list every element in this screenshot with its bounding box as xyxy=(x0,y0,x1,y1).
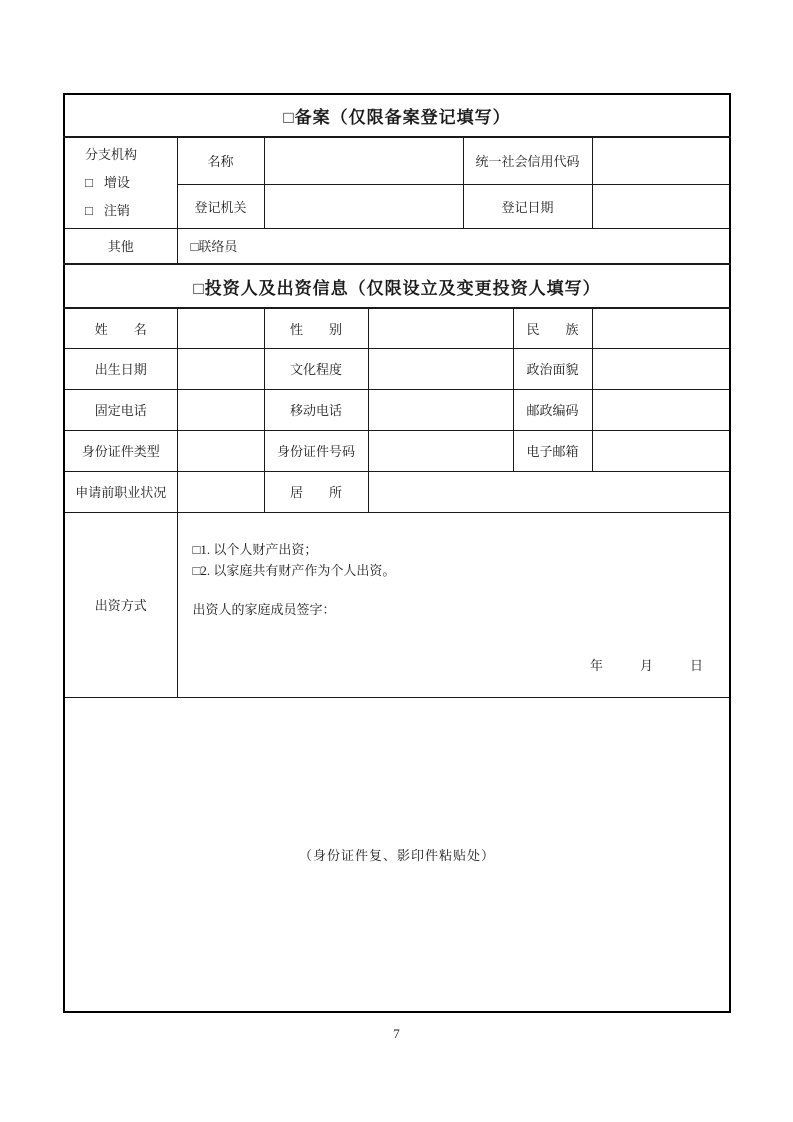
family-signature-label: 出资人的家庭成员签字： xyxy=(192,601,336,617)
credit-code-input-cell[interactable] xyxy=(592,137,730,184)
table-row xyxy=(64,389,730,430)
liaison-cell xyxy=(177,228,730,264)
branch-add-label: 增设 xyxy=(103,174,130,190)
other-label: 其他 xyxy=(64,228,177,264)
email-label: 电子邮箱 xyxy=(513,430,592,471)
investor-title-text: 投资人及出资信息（仅限设立及变更投资人填写） xyxy=(204,278,601,298)
postal-code-label: 邮政编码 xyxy=(513,389,592,430)
political-status-input-cell[interactable] xyxy=(592,348,730,389)
mobile-phone-label: 移动电话 xyxy=(264,389,368,430)
id-number-input-cell[interactable] xyxy=(368,430,513,471)
political-status-label: 政治面貌 xyxy=(513,348,592,389)
investor-checkbox[interactable]: □ xyxy=(193,278,205,298)
day-label: 日 xyxy=(690,657,704,673)
gender-input-cell[interactable] xyxy=(368,308,513,348)
gender-label: 性 别 xyxy=(264,308,368,348)
contribution-option1-label: 1. 以个人财产出资； xyxy=(200,541,318,557)
filing-title-text: 备案（仅限备案登记填写） xyxy=(294,108,511,127)
landline-input-cell[interactable] xyxy=(177,389,264,430)
registry-authority-label: 登记机关 xyxy=(177,184,264,228)
month-label: 月 xyxy=(640,657,654,673)
filing-section-title xyxy=(64,94,730,137)
ethnicity-label: 民 族 xyxy=(513,308,592,348)
mobile-phone-input-cell[interactable] xyxy=(368,389,513,430)
id-type-input-cell[interactable] xyxy=(177,430,264,471)
branch-add-checkbox[interactable]: □ xyxy=(85,174,93,190)
table-row xyxy=(64,348,730,389)
filing-checkbox[interactable]: □ xyxy=(283,108,295,127)
contribution-option2-checkbox[interactable]: □ xyxy=(192,562,201,578)
branch-org-cell xyxy=(64,137,177,228)
id-copy-paste-area: （身份证件复、影印件粘贴处） xyxy=(64,697,730,1012)
ethnicity-input-cell[interactable] xyxy=(592,308,730,348)
branch-org-label: 分支机构 xyxy=(85,146,138,162)
contribution-option2 xyxy=(193,560,706,581)
table-row xyxy=(64,308,730,348)
signature-date-line xyxy=(193,655,706,674)
table-row xyxy=(64,430,730,471)
branch-cancel-option xyxy=(85,197,177,225)
birth-date-label: 出生日期 xyxy=(64,348,177,389)
registration-date-label: 登记日期 xyxy=(463,184,592,228)
landline-label: 固定电话 xyxy=(64,389,177,430)
liaison-label: 联络员 xyxy=(198,239,238,255)
contribution-method-label: 出资方式 xyxy=(64,512,177,697)
table-row xyxy=(64,471,730,512)
contribution-option1 xyxy=(193,539,706,560)
registration-date-input-cell[interactable] xyxy=(592,184,730,228)
contribution-option2-label: 2. 以家庭共有财产作为个人出资。 xyxy=(200,562,396,578)
page-number: 7 xyxy=(393,1026,400,1041)
contribution-option1-checkbox[interactable]: □ xyxy=(192,541,201,557)
branch-cancel-label: 注销 xyxy=(103,202,130,218)
name-input-cell[interactable] xyxy=(177,308,264,348)
email-input-cell[interactable] xyxy=(592,430,730,471)
occupation-input-cell[interactable] xyxy=(177,471,264,512)
occupation-label: 申请前职业状况 xyxy=(64,471,177,512)
residence-input-cell[interactable] xyxy=(368,471,730,512)
education-label: 文化程度 xyxy=(264,348,368,389)
name-field-label: 姓 名 xyxy=(64,308,177,348)
postal-code-input-cell[interactable] xyxy=(592,389,730,430)
branch-cancel-checkbox[interactable]: □ xyxy=(85,202,93,218)
branch-name-label: 名称 xyxy=(177,137,264,184)
education-input-cell[interactable] xyxy=(368,348,513,389)
id-number-label: 身份证件号码 xyxy=(264,430,368,471)
investor-section-title xyxy=(64,264,730,308)
credit-code-label: 统一社会信用代码 xyxy=(463,137,592,184)
id-type-label: 身份证件类型 xyxy=(64,430,177,471)
branch-add-option xyxy=(85,169,177,197)
birth-date-input-cell[interactable] xyxy=(177,348,264,389)
registration-form-table xyxy=(63,93,731,1013)
registry-authority-input-cell[interactable] xyxy=(264,184,463,228)
year-label: 年 xyxy=(589,657,603,673)
contribution-method-cell xyxy=(177,512,730,697)
branch-name-input-cell[interactable] xyxy=(264,137,463,184)
residence-label: 居 所 xyxy=(264,471,368,512)
liaison-checkbox[interactable]: □ xyxy=(190,239,199,255)
